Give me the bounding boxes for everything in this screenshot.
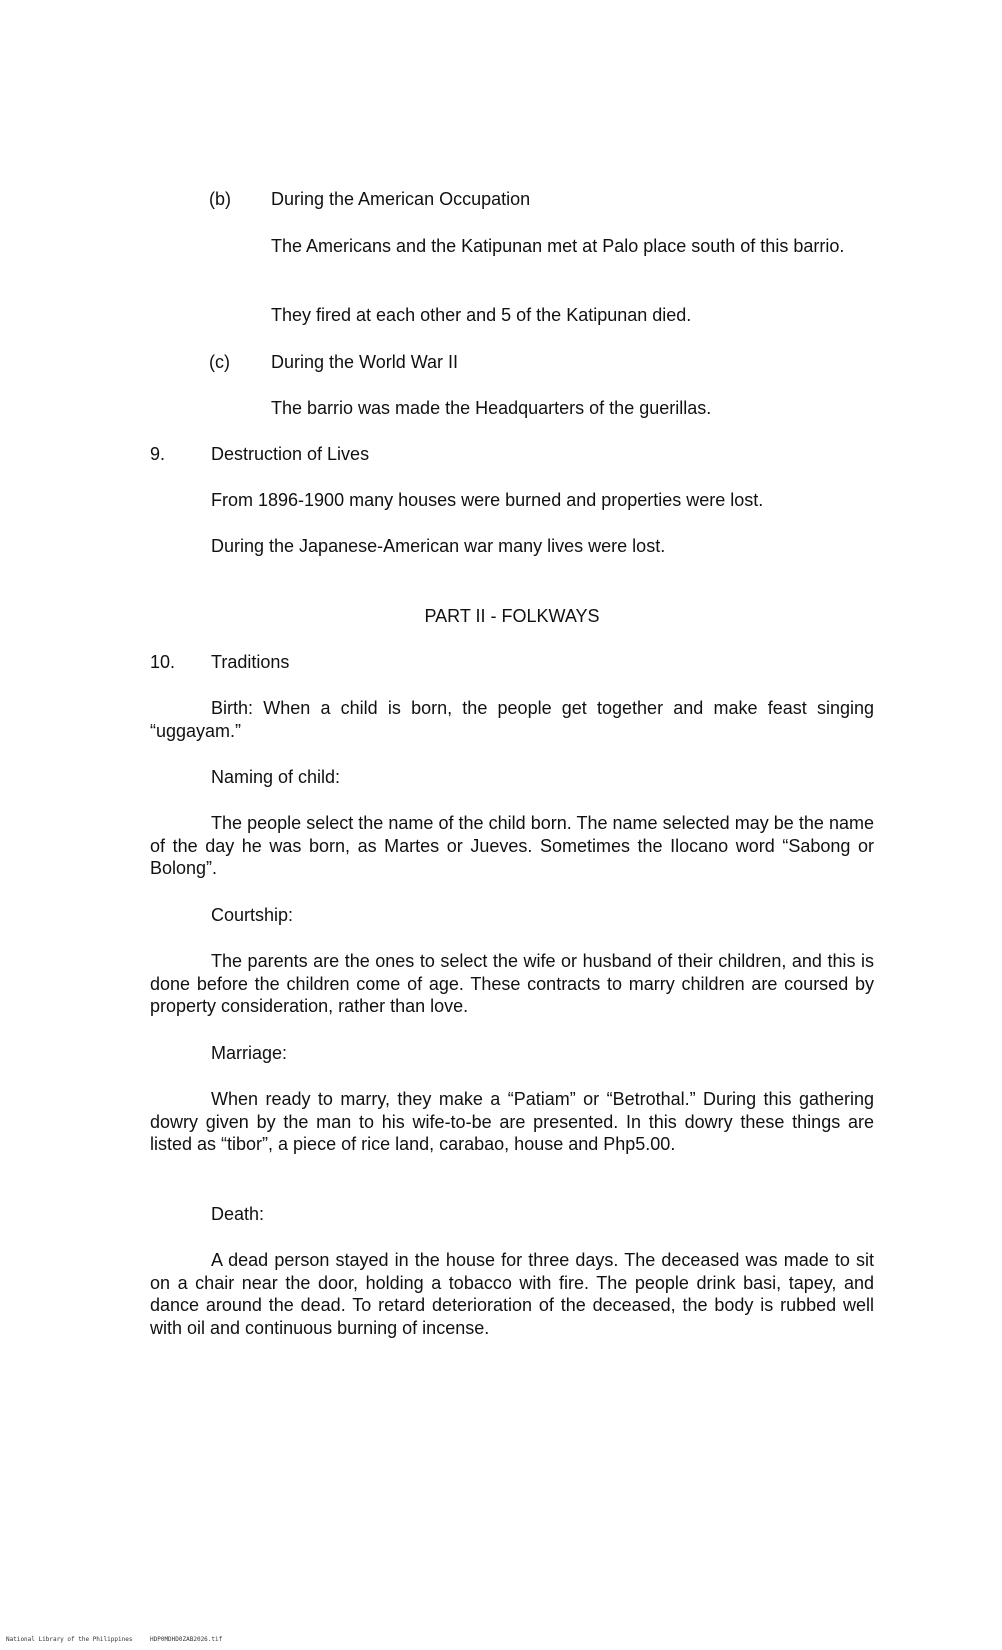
marriage-label: Marriage:	[211, 1043, 288, 1063]
naming-paragraph: The people select the name of the child born. The name selected may be the name of the day he was born, as Martes or Jueves. Sometimes the Ilocano word “Sabong or Bolong”.	[150, 813, 874, 878]
footer-file-name: HDP0MDHD0ZAB2026.tif	[150, 1636, 223, 1643]
section-c-marker: (c)	[209, 352, 230, 372]
section-b-marker: (b)	[209, 189, 231, 209]
naming-label: Naming of child:	[211, 767, 341, 787]
section-b-paragraph-1: The Americans and the Katipunan met at Palo place south of this barrio.	[271, 236, 845, 256]
part-2-title: PART II - FOLKWAYS	[424, 606, 600, 626]
item-9-paragraph-2: During the Japanese-American war many lives were lost.	[211, 536, 666, 556]
item-9-heading: Destruction of Lives	[211, 444, 370, 464]
section-b-heading: During the American Occupation	[271, 189, 531, 209]
item-9-number: 9.	[150, 444, 166, 464]
section-c-paragraph-1: The barrio was made the Headquarters of the guerillas.	[271, 398, 712, 418]
birth-paragraph: Birth: When a child is born, the people get together and make feast singing “uggayam.”	[150, 698, 874, 741]
item-9-paragraph-1: From 1896-1900 many houses were burned and properties were lost.	[211, 490, 764, 510]
item-10-number: 10.	[150, 652, 176, 672]
footer-library-name: National Library of the Philippines	[6, 1636, 133, 1643]
marriage-paragraph: When ready to marry, they make a “Patiam” or “Betrothal.” During this gathering dowry given by the man to his wife-to-be are presented. In this dowry these things are listed as “tibor”, a piece of rice land, carabao, house and Php5.00.	[150, 1089, 874, 1154]
death-label: Death:	[211, 1204, 265, 1224]
death-paragraph: A dead person stayed in the house for three days. The deceased was made to sit on a chair near the door, holding a tobacco with fire. The people drink basi, tapey, and dance around the dead. To retard deterioration of the deceased, the body is rubbed well with oil and continuous burning of incense.	[150, 1250, 874, 1338]
item-10-heading: Traditions	[211, 652, 290, 672]
courtship-paragraph: The parents are the ones to select the wife or husband of their children, and this is done before the children come of age. These contracts to marry children are coursed by property consideration, rather than love.	[150, 951, 874, 1016]
courtship-label: Courtship:	[211, 905, 294, 925]
section-c-heading: During the World War II	[271, 352, 459, 372]
section-b-paragraph-2: They fired at each other and 5 of the Katipunan died.	[271, 305, 692, 325]
